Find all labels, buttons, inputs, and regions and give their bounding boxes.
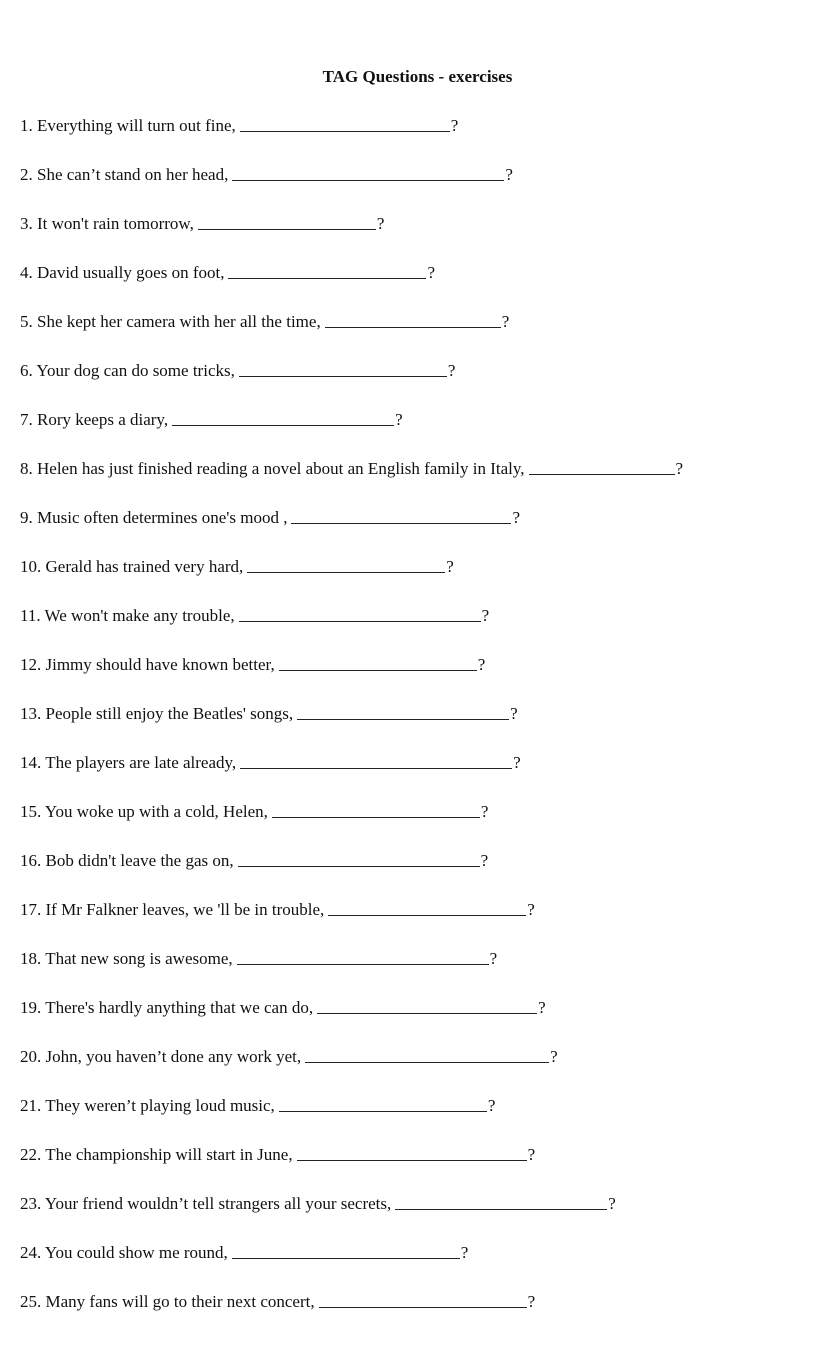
answer-blank[interactable]	[172, 409, 394, 426]
question-text: 14. The players are late already,	[20, 753, 237, 772]
page-title	[0, 66, 839, 88]
answer-blank[interactable]	[239, 360, 447, 377]
question-item	[20, 1095, 820, 1144]
question-mark: ?	[550, 1047, 558, 1066]
question-text: 11. We won't make any trouble,	[20, 606, 235, 625]
answer-blank[interactable]	[238, 850, 480, 867]
question-item	[20, 507, 820, 556]
question-mark: ?	[446, 557, 454, 576]
question-mark: ?	[376, 214, 385, 233]
question-text: 18. That new song is awesome,	[20, 949, 233, 968]
question-item	[20, 311, 820, 360]
question-text: 17. If Mr Falkner leaves, we 'll be in trouble,	[20, 900, 325, 919]
answer-blank[interactable]	[291, 507, 511, 524]
question-mark: ?	[489, 949, 498, 968]
answer-blank[interactable]	[272, 801, 480, 818]
answer-blank[interactable]	[247, 556, 445, 573]
question-text: 8. Helen has just finished reading a novel about an English family in Italy,	[20, 459, 525, 478]
question-text: 13. People still enjoy the Beatles' songs,	[20, 704, 294, 723]
question-item	[20, 213, 820, 262]
answer-blank[interactable]	[529, 458, 675, 475]
answer-blank[interactable]	[317, 997, 537, 1014]
question-mark: ?	[527, 900, 535, 919]
question-mark: ?	[675, 459, 684, 478]
question-text: 7. Rory keeps a diary,	[20, 410, 169, 429]
question-mark: ?	[487, 1096, 496, 1115]
question-mark: ?	[477, 655, 486, 674]
answer-blank[interactable]	[239, 605, 481, 622]
question-mark: ?	[481, 606, 490, 625]
question-text: 6. Your dog can do some tricks,	[20, 361, 235, 380]
answer-blank[interactable]	[240, 115, 450, 132]
question-item	[20, 115, 820, 164]
question-mark: ?	[512, 508, 521, 527]
answer-blank[interactable]	[240, 752, 512, 769]
question-item	[20, 262, 820, 311]
question-item	[20, 556, 820, 605]
question-list	[20, 115, 820, 1340]
question-item	[20, 703, 820, 752]
question-text: 22. The championship will start in June,	[20, 1145, 293, 1164]
answer-blank[interactable]	[198, 213, 376, 230]
question-item	[20, 752, 820, 801]
question-text: 16. Bob didn't leave the gas on,	[20, 851, 234, 870]
answer-blank[interactable]	[297, 703, 509, 720]
question-mark: ?	[501, 312, 510, 331]
question-mark: ?	[538, 998, 546, 1017]
answer-blank[interactable]	[319, 1291, 527, 1308]
question-mark: ?	[608, 1194, 616, 1213]
question-item	[20, 409, 820, 458]
question-mark: ?	[460, 1243, 469, 1262]
question-item	[20, 458, 820, 507]
question-text: 9. Music often determines one's mood ,	[20, 508, 288, 527]
question-text: 10. Gerald has trained very hard,	[20, 557, 244, 576]
answer-blank[interactable]	[232, 164, 504, 181]
question-mark: ?	[480, 851, 489, 870]
question-mark: ?	[480, 802, 489, 821]
question-item	[20, 654, 820, 703]
question-item	[20, 1291, 820, 1340]
question-text: 12. Jimmy should have known better,	[20, 655, 275, 674]
question-item	[20, 801, 820, 850]
question-text: 1. Everything will turn out fine,	[20, 116, 236, 135]
question-item	[20, 1193, 820, 1242]
question-text: 2. She can’t stand on her head,	[20, 165, 229, 184]
answer-blank[interactable]	[328, 899, 526, 916]
question-item	[20, 899, 820, 948]
question-text: 5. She kept her camera with her all the time,	[20, 312, 321, 331]
question-item	[20, 605, 820, 654]
answer-blank[interactable]	[297, 1144, 527, 1161]
question-mark: ?	[513, 753, 521, 772]
question-item	[20, 850, 820, 899]
question-text: 3. It won't rain tomorrow,	[20, 214, 194, 233]
answer-blank[interactable]	[395, 1193, 607, 1210]
question-text: 23. Your friend wouldn’t tell strangers all your secrets,	[20, 1194, 392, 1213]
question-item	[20, 1144, 820, 1193]
question-text: 20. John, you haven’t done any work yet,	[20, 1047, 302, 1066]
question-item	[20, 948, 820, 997]
question-mark: ?	[527, 1292, 536, 1311]
question-text: 24. You could show me round,	[20, 1243, 228, 1262]
question-mark: ?	[450, 116, 459, 135]
question-mark: ?	[395, 410, 403, 429]
answer-blank[interactable]	[232, 1242, 460, 1259]
question-mark: ?	[510, 704, 518, 723]
question-item	[20, 1242, 820, 1291]
question-text: 15. You woke up with a cold, Helen,	[20, 802, 268, 821]
question-mark: ?	[527, 1145, 536, 1164]
answer-blank[interactable]	[305, 1046, 549, 1063]
question-text: 4. David usually goes on foot,	[20, 263, 225, 282]
question-item	[20, 164, 820, 213]
question-item	[20, 997, 820, 1046]
answer-blank[interactable]	[237, 948, 489, 965]
question-text: 21. They weren’t playing loud music,	[20, 1096, 275, 1115]
answer-blank[interactable]	[228, 262, 426, 279]
question-mark: ?	[427, 263, 435, 282]
question-mark: ?	[505, 165, 513, 184]
answer-blank[interactable]	[279, 1095, 487, 1112]
question-mark: ?	[447, 361, 456, 380]
question-item	[20, 1046, 820, 1095]
title-text: TAG Questions - exercises	[322, 67, 513, 86]
question-text: 25. Many fans will go to their next concert,	[20, 1292, 315, 1311]
answer-blank[interactable]	[279, 654, 477, 671]
question-item	[20, 360, 820, 409]
question-text: 19. There's hardly anything that we can do,	[20, 998, 314, 1017]
answer-blank[interactable]	[325, 311, 501, 328]
